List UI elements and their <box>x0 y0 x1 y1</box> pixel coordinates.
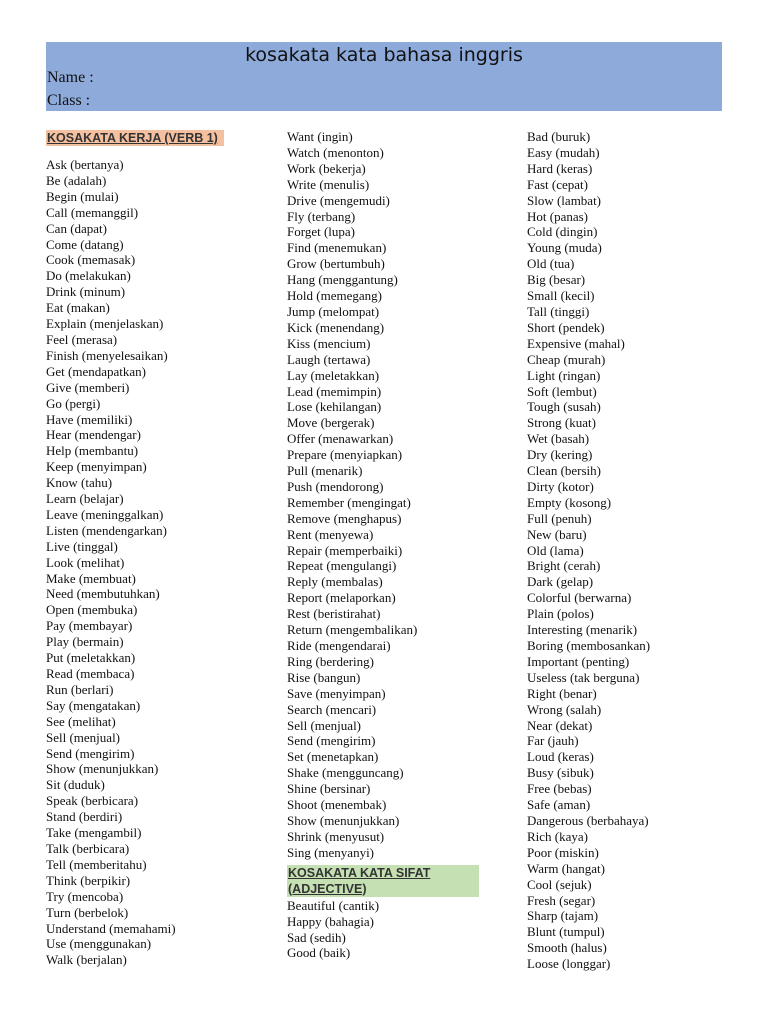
word-item: Watch (menonton) <box>287 144 384 160</box>
word-item: Make (membuat) <box>46 570 136 586</box>
word-item: Colorful (berwarna) <box>527 590 632 606</box>
word-item: Grow (bertumbuh) <box>287 256 385 272</box>
word-item: Fresh (segar) <box>527 892 596 908</box>
word-item: Run (berlari) <box>46 681 114 697</box>
word-item: Poor (miskin) <box>527 844 599 860</box>
word-item: Know (tahu) <box>46 475 113 491</box>
word-item: Right (benar) <box>527 685 597 701</box>
word-item: Bad (buruk) <box>527 129 591 144</box>
word-item: Send (mengirim) <box>46 745 135 761</box>
word-item: Free (bebas) <box>527 781 592 797</box>
word-item: Save (menyimpan) <box>287 685 386 701</box>
word-item: Good (baik) <box>287 945 351 961</box>
word-item: Show (menunjukkan) <box>287 812 400 828</box>
word-item: Go (pergi) <box>46 395 101 411</box>
word-item: Interesting (menarik) <box>527 622 638 638</box>
adjectives-heading: KOSAKATA KATA SIFAT (ADJECTIVE) <box>287 865 479 897</box>
word-item: Write (menulis) <box>287 176 370 192</box>
word-item: Can (dapat) <box>46 220 108 236</box>
word-item: Listen (mendengarkan) <box>46 522 167 538</box>
word-item: Wrong (salah) <box>527 701 602 717</box>
page-title: kosakata kata bahasa inggris <box>245 44 523 66</box>
word-item: Ride (mengendarai) <box>287 638 391 653</box>
word-item: Turn (berbelok) <box>46 904 129 920</box>
word-item: Far (jauh) <box>527 733 579 749</box>
word-item: Walk (berjalan) <box>46 952 127 968</box>
word-item: Dark (gelap) <box>527 574 594 590</box>
word-item: Find (menemukan) <box>287 240 387 256</box>
word-item: Give (memberi) <box>46 379 130 395</box>
word-item: Clean (bersih) <box>527 463 602 479</box>
word-item: Loose (longgar) <box>527 956 611 972</box>
word-item: Ring (berdering) <box>287 653 375 669</box>
word-item: Old (tua) <box>527 256 575 272</box>
word-item: Repair (memperbaiki) <box>287 542 403 558</box>
word-item: Do (melakukan) <box>46 268 131 284</box>
word-item: Light (ringan) <box>527 367 601 383</box>
word-item: Search (mencari) <box>287 701 377 717</box>
word-item: Set (menetapkan) <box>287 749 379 765</box>
verbs-heading: KOSAKATA KERJA (VERB 1) <box>46 130 224 146</box>
word-item: Cool (sejuk) <box>527 876 592 892</box>
word-item: Big (besar) <box>527 272 586 288</box>
word-item: Rich (kaya) <box>527 828 589 844</box>
word-item: Rest (beristirahat) <box>287 606 381 622</box>
class-field-label: Class : <box>47 92 91 109</box>
word-item: Learn (belajar) <box>46 491 124 507</box>
word-item: Move (bergerak) <box>287 415 375 431</box>
word-item: Sit (duduk) <box>46 777 105 793</box>
word-item: Smooth (halus) <box>527 940 607 956</box>
word-item: Plain (polos) <box>527 606 594 622</box>
word-item: Open (membuka) <box>46 602 138 618</box>
word-item: Sell (menjual) <box>287 717 362 733</box>
word-item: Kick (menendang) <box>287 319 385 335</box>
word-item: Work (bekerja) <box>287 160 366 176</box>
word-item: Pull (menarik) <box>287 463 363 479</box>
word-item: Take (mengambil) <box>46 825 142 841</box>
word-item: Talk (berbicara) <box>46 840 130 856</box>
word-item: Push (mendorong) <box>287 478 384 494</box>
word-item: Drive (mengemudi) <box>287 192 390 208</box>
word-item: Need (membutuhkan) <box>46 586 160 602</box>
word-item: Lose (kehilangan) <box>287 399 382 415</box>
word-item: Look (melihat) <box>46 554 125 570</box>
word-item: Hold (memegang) <box>287 288 382 304</box>
adjective-list-2 <box>527 129 752 972</box>
word-item: Empty (kosong) <box>527 494 612 510</box>
word-item: Return (mengembalikan) <box>287 622 418 638</box>
word-item: Useless (tak berguna) <box>527 669 640 685</box>
word-item: Soft (lembut) <box>527 383 597 399</box>
verb-list-1 <box>46 157 271 968</box>
word-item: Hang (menggantung) <box>287 272 398 288</box>
word-item: Cook (memasak) <box>46 252 136 268</box>
word-item: Bright (cerah) <box>527 558 601 574</box>
name-field-label: Name : <box>47 69 94 86</box>
word-item: Tough (susah) <box>527 399 601 415</box>
word-item: Be (adalah) <box>46 172 107 188</box>
word-item: Play (bermain) <box>46 634 124 650</box>
word-item: Sell (menjual) <box>46 729 121 745</box>
word-item: Expensive (mahal) <box>527 335 625 351</box>
column-3 <box>527 129 752 972</box>
column-2 <box>287 129 512 961</box>
verb-list-2 <box>287 129 512 861</box>
word-item: Think (berpikir) <box>46 872 131 888</box>
word-item: Live (tinggal) <box>46 538 118 554</box>
word-item: Speak (berbicara) <box>46 793 139 809</box>
word-item: Hear (mendengar) <box>46 427 141 443</box>
word-item: Begin (mulai) <box>46 188 119 204</box>
word-item: Dirty (kotor) <box>527 478 594 494</box>
word-item: Hot (panas) <box>527 208 589 224</box>
word-item: Say (mengatakan) <box>46 697 141 713</box>
word-item: Want (ingin) <box>287 129 353 144</box>
word-item: Slow (lambat) <box>527 192 602 208</box>
word-item: Pay (membayar) <box>46 618 133 634</box>
word-item: Wet (basah) <box>527 431 590 447</box>
word-item: Drink (minum) <box>46 284 126 300</box>
word-item: Jump (melompat) <box>287 303 380 319</box>
word-item: Important (penting) <box>527 653 630 669</box>
word-item: Tell (memberitahu) <box>46 856 147 872</box>
word-item: Cheap (murah) <box>527 351 606 367</box>
word-item: Tall (tinggi) <box>527 303 590 319</box>
word-item: Sing (menyanyi) <box>287 844 375 860</box>
word-item: Safe (aman) <box>527 797 591 813</box>
adjective-list-1 <box>287 898 512 962</box>
word-item: Send (mengirim) <box>287 733 376 749</box>
word-item: Try (mencoba) <box>46 888 124 904</box>
word-item: Lay (meletakkan) <box>287 367 380 383</box>
word-item: Sharp (tajam) <box>527 908 599 924</box>
word-item: Lead (memimpin) <box>287 383 382 399</box>
word-item: Happy (bahagia) <box>287 913 374 929</box>
word-item: Young (muda) <box>527 240 602 256</box>
word-item: Warm (hangat) <box>527 860 605 876</box>
word-item: Boring (membosankan) <box>527 638 651 653</box>
word-item: Put (meletakkan) <box>46 650 136 666</box>
word-item: Shoot (menembak) <box>287 797 387 813</box>
word-item: Fly (terbang) <box>287 208 356 224</box>
word-item: Eat (makan) <box>46 300 110 316</box>
word-item: Reply (membalas) <box>287 574 383 590</box>
word-item: Shrink (menyusut) <box>287 828 385 844</box>
word-item: Help (membantu) <box>46 443 139 459</box>
word-item: Remove (menghapus) <box>287 510 402 526</box>
word-item: Rise (bangun) <box>287 669 361 685</box>
word-item: Easy (mudah) <box>527 144 600 160</box>
word-item: Feel (merasa) <box>46 331 118 347</box>
word-item: Forget (lupa) <box>287 224 355 240</box>
word-item: Use (menggunakan) <box>46 936 152 952</box>
word-item: Shine (bersinar) <box>287 781 371 797</box>
word-item: Dangerous (berbahaya) <box>527 812 649 828</box>
word-item: Beautiful (cantik) <box>287 897 380 913</box>
word-item: Blunt (tumpul) <box>527 924 605 940</box>
word-item: Shake (mengguncang) <box>287 765 404 781</box>
word-item: Strong (kuat) <box>527 415 596 431</box>
word-item: Offer (menawarkan) <box>287 431 394 447</box>
word-item: Come (datang) <box>46 236 124 252</box>
word-item: Loud (keras) <box>527 749 594 765</box>
word-item: Rent (menyewa) <box>287 526 374 542</box>
word-item: Finish (menyelesaikan) <box>46 347 168 363</box>
word-item: Read (membaca) <box>46 666 135 681</box>
word-item: Near (dekat) <box>527 717 593 733</box>
word-item: Get (mendapatkan) <box>46 363 146 379</box>
word-item: Fast (cepat) <box>527 176 589 192</box>
column-1 <box>46 129 271 968</box>
word-item: Stand (berdiri) <box>46 809 123 825</box>
header-banner <box>46 42 722 111</box>
word-item: Have (memiliki) <box>46 411 133 427</box>
word-item: Prepare (menyiapkan) <box>287 447 403 463</box>
word-item: Explain (menjelaskan) <box>46 316 164 332</box>
word-item: Leave (meninggalkan) <box>46 506 164 522</box>
word-item: Remember (mengingat) <box>287 494 411 510</box>
word-item: Short (pendek) <box>527 319 605 335</box>
word-item: See (melihat) <box>46 713 116 729</box>
word-item: Keep (menyimpan) <box>46 459 147 475</box>
word-item: Cold (dingin) <box>527 224 598 240</box>
word-item: Laugh (tertawa) <box>287 351 371 367</box>
word-item: Old (lama) <box>527 542 584 558</box>
word-item: Dry (kering) <box>527 447 593 463</box>
word-item: Call (memanggil) <box>46 204 139 220</box>
word-item: Hard (keras) <box>527 160 593 176</box>
word-item: Repeat (mengulangi) <box>287 558 397 574</box>
word-item: Understand (memahami) <box>46 920 176 936</box>
word-item: Sad (sedih) <box>287 929 346 945</box>
word-item: Small (kecil) <box>527 288 595 304</box>
word-item: New (baru) <box>527 526 587 542</box>
word-item: Busy (sibuk) <box>527 765 594 781</box>
word-item: Show (menunjukkan) <box>46 761 159 777</box>
word-item: Full (penuh) <box>527 510 592 526</box>
word-item: Report (melaporkan) <box>287 590 396 606</box>
word-item: Ask (bertanya) <box>46 157 124 172</box>
word-item: Kiss (mencium) <box>287 335 371 351</box>
